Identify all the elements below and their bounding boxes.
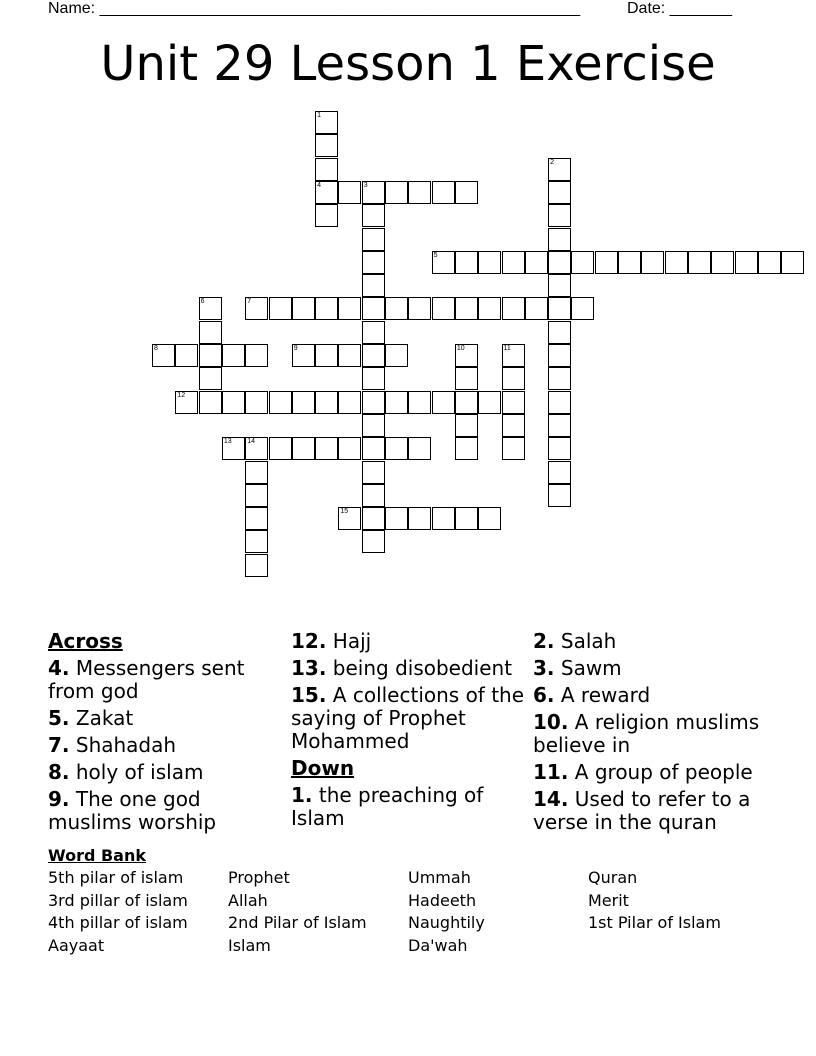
cell-number: 2 <box>550 158 554 166</box>
crossword-cell[interactable] <box>408 181 431 204</box>
down-clue <box>533 761 768 784</box>
crossword-cell[interactable] <box>455 507 478 530</box>
crossword-cell[interactable] <box>199 391 222 414</box>
across-clue <box>48 657 283 703</box>
clue-text: A religion muslims believe in <box>533 710 760 757</box>
crossword-cell[interactable] <box>548 414 571 437</box>
crossword-cell[interactable] <box>385 344 408 367</box>
word-bank-item: 4th pillar of islam <box>48 913 188 932</box>
crossword-cell[interactable] <box>245 554 268 577</box>
clue-text: holy of islam <box>75 760 204 784</box>
across-heading: Across <box>48 629 123 653</box>
cell-number: 11 <box>503 345 511 352</box>
cell-number: 1 <box>317 112 321 119</box>
crossword-cell[interactable] <box>338 181 361 204</box>
crossword-cell[interactable] <box>175 344 198 367</box>
crossword-cell[interactable] <box>362 181 385 204</box>
crossword-cell[interactable] <box>548 484 571 507</box>
word-bank-item: Hadeeth <box>408 890 477 910</box>
crossword-cell[interactable] <box>245 391 268 414</box>
crossword-cell[interactable] <box>455 251 478 274</box>
crossword-cell[interactable] <box>758 251 781 274</box>
crossword-cell[interactable] <box>362 530 385 553</box>
crossword-cell[interactable] <box>245 461 268 484</box>
across-clue <box>48 734 283 757</box>
crossword-cell[interactable] <box>455 391 478 414</box>
crossword-cell[interactable] <box>502 414 525 437</box>
crossword-cell[interactable] <box>502 391 525 414</box>
header-line <box>48 0 748 20</box>
crossword-cell[interactable] <box>432 507 455 530</box>
crossword-cell[interactable] <box>245 437 268 460</box>
clue-number: 12. <box>291 629 327 653</box>
crossword-cell[interactable] <box>478 391 501 414</box>
word-bank-item: Aayaat <box>48 935 105 955</box>
crossword-cell[interactable] <box>525 297 548 320</box>
across-clue <box>291 630 526 653</box>
word-bank-item: Quran <box>588 868 638 887</box>
crossword-cell[interactable] <box>315 437 338 460</box>
crossword-cell[interactable] <box>362 251 385 274</box>
crossword-cell[interactable] <box>269 391 292 414</box>
crossword-cell[interactable] <box>478 507 501 530</box>
clue-number: 1. <box>291 783 313 807</box>
crossword-cell[interactable] <box>362 344 385 367</box>
cell-number: 14 <box>247 438 255 446</box>
crossword-cell[interactable] <box>362 204 385 227</box>
crossword-cell[interactable] <box>455 437 478 460</box>
crossword-cell[interactable] <box>641 251 664 274</box>
clue-text: Salah <box>560 629 617 653</box>
crossword-cell[interactable] <box>548 181 571 204</box>
clue-number: 15. <box>291 683 327 707</box>
crossword-cell[interactable] <box>502 437 525 460</box>
clue-text: Hajj <box>332 629 372 653</box>
cell-number: 8 <box>154 345 158 352</box>
crossword-cell[interactable] <box>781 251 804 274</box>
crossword-cell[interactable] <box>199 344 222 367</box>
crossword-cell[interactable] <box>548 321 571 344</box>
crossword-cell[interactable] <box>292 437 315 460</box>
crossword-cell[interactable] <box>385 437 408 460</box>
crossword-cell[interactable] <box>525 251 548 274</box>
crossword-cell[interactable] <box>688 251 711 274</box>
crossword-cell[interactable] <box>548 367 571 390</box>
crossword-cell[interactable] <box>315 344 338 367</box>
crossword-cell[interactable] <box>618 251 641 274</box>
down-clue <box>533 657 768 680</box>
crossword-cell[interactable] <box>315 181 338 204</box>
clue-number: 8. <box>48 760 70 784</box>
crossword-cell[interactable] <box>432 181 455 204</box>
crossword-cell[interactable] <box>315 134 338 157</box>
cell-number: 10 <box>456 345 465 352</box>
crossword-cell[interactable] <box>199 297 222 320</box>
across-clue <box>48 707 283 730</box>
clue-text: The one god muslims worship <box>48 787 217 834</box>
down-clue <box>533 684 768 707</box>
crossword-cell[interactable] <box>315 158 338 181</box>
crossword-cell[interactable] <box>338 344 361 367</box>
cell-number: 6 <box>200 298 205 306</box>
crossword-cell[interactable] <box>571 297 594 320</box>
clue-text: Sawm <box>560 656 622 680</box>
page-title: Unit 29 Lesson 1 Exercise <box>100 36 716 92</box>
crossword-cell[interactable] <box>362 274 385 297</box>
crossword-cell[interactable] <box>571 251 594 274</box>
crossword-cell[interactable] <box>362 437 385 460</box>
crossword-cell[interactable] <box>292 344 315 367</box>
crossword-cell[interactable] <box>199 321 222 344</box>
crossword-cell[interactable] <box>269 297 292 320</box>
crossword-cell[interactable] <box>362 321 385 344</box>
crossword-cell[interactable] <box>362 484 385 507</box>
word-bank-item: 1st Pilar of Islam <box>588 913 721 932</box>
crossword-cell[interactable] <box>362 391 385 414</box>
clue-number: 10. <box>533 710 569 734</box>
crossword-cell[interactable] <box>735 251 758 274</box>
crossword-cell[interactable] <box>432 251 455 274</box>
clue-number: 6. <box>533 683 555 707</box>
word-bank-title: Word Bank <box>48 846 147 865</box>
crossword-cell[interactable] <box>222 391 245 414</box>
crossword-cell[interactable] <box>245 530 268 553</box>
down-clue <box>533 630 768 653</box>
crossword-cell[interactable] <box>548 228 571 251</box>
down-clue <box>533 711 768 757</box>
crossword-cell[interactable] <box>595 251 618 274</box>
crossword-cell[interactable] <box>455 414 478 437</box>
across-clue <box>48 761 283 784</box>
crossword-cell[interactable] <box>408 297 431 320</box>
across-clue <box>291 684 526 753</box>
crossword-cell[interactable] <box>315 391 338 414</box>
crossword-cell[interactable] <box>269 437 292 460</box>
crossword-cell[interactable] <box>455 367 478 390</box>
clue-number: 11. <box>533 760 569 784</box>
crossword-cell[interactable] <box>478 297 501 320</box>
crossword-cell[interactable] <box>548 344 571 367</box>
crossword-cell[interactable] <box>548 158 571 181</box>
crossword-cell[interactable] <box>665 251 688 274</box>
crossword-cell[interactable] <box>548 437 571 460</box>
crossword-cell[interactable] <box>292 297 315 320</box>
word-bank-item: Ummah <box>408 868 471 887</box>
word-bank-item: Prophet <box>228 868 290 887</box>
crossword-cell[interactable] <box>548 251 571 274</box>
word-bank-item: Naughtily <box>408 913 485 932</box>
crossword-cell[interactable] <box>152 344 175 367</box>
crossword-cell[interactable] <box>175 391 198 414</box>
down-clue <box>533 788 768 834</box>
crossword-cell[interactable] <box>385 181 408 204</box>
crossword-cell[interactable] <box>408 507 431 530</box>
cell-number: 5 <box>433 251 438 259</box>
clue-number: 4. <box>48 656 70 680</box>
crossword-cell[interactable] <box>338 507 361 530</box>
clue-text: A collections of the saying of Prophet Mohammed <box>291 683 525 753</box>
crossword-cell[interactable] <box>362 228 385 251</box>
crossword-cell[interactable] <box>432 297 455 320</box>
crossword-cell[interactable] <box>222 344 245 367</box>
word-bank-item: 3rd pillar of islam <box>48 890 188 910</box>
down-heading: Down <box>291 756 355 780</box>
crossword-cell[interactable] <box>455 297 478 320</box>
crossword-cell[interactable] <box>362 414 385 437</box>
crossword-cell[interactable] <box>385 297 408 320</box>
clue-text: Used to refer to a verse in the quran <box>533 787 751 834</box>
clue-number: 14. <box>533 787 569 811</box>
cell-number: 3 <box>363 181 368 189</box>
cell-number: 4 <box>317 181 321 189</box>
crossword-cell[interactable] <box>432 391 455 414</box>
cell-number: 9 <box>293 345 298 352</box>
crossword-cell[interactable] <box>315 297 338 320</box>
crossword-cell[interactable] <box>548 204 571 227</box>
word-bank-item: Da'wah <box>408 935 468 955</box>
clues-column-3 <box>533 630 768 838</box>
clue-number: 13. <box>291 656 327 680</box>
crossword-cell[interactable] <box>315 204 338 227</box>
crossword-cell[interactable] <box>199 367 222 390</box>
clue-number: 7. <box>48 733 70 757</box>
crossword-cell[interactable] <box>502 344 525 367</box>
crossword-cell[interactable] <box>362 297 385 320</box>
crossword-cell[interactable] <box>245 507 268 530</box>
word-bank-item: 5th pilar of islam <box>48 868 184 887</box>
crossword-cell[interactable] <box>711 251 734 274</box>
crossword-cell[interactable] <box>502 297 525 320</box>
crossword-cell[interactable] <box>292 391 315 414</box>
crossword-cell[interactable] <box>548 461 571 484</box>
word-bank-item: Allah <box>228 890 268 910</box>
cell-number: 13 <box>223 438 232 446</box>
across-clue <box>48 788 283 834</box>
crossword-cell[interactable] <box>245 344 268 367</box>
crossword-cell[interactable] <box>338 391 361 414</box>
clue-text: the preaching of Islam <box>291 783 484 830</box>
crossword-cell[interactable] <box>455 181 478 204</box>
clue-number: 2. <box>533 629 555 653</box>
crossword-cell[interactable] <box>245 297 268 320</box>
word-bank-item: Merit <box>588 890 629 910</box>
clue-text: Shahadah <box>75 733 177 757</box>
crossword-cell[interactable] <box>548 274 571 297</box>
cell-number: 12 <box>177 391 186 399</box>
across-clue <box>291 657 526 680</box>
crossword-cell[interactable] <box>362 507 385 530</box>
crossword-cell[interactable] <box>385 391 408 414</box>
name-label: Name: ______________________________________________________ <box>48 0 581 17</box>
clue-text: Messengers sent from god <box>48 656 245 703</box>
crossword-cell[interactable] <box>338 437 361 460</box>
crossword-cell[interactable] <box>478 251 501 274</box>
crossword-cell[interactable] <box>245 484 268 507</box>
clue-number: 9. <box>48 787 70 811</box>
date-label: Date: _______ <box>627 0 732 17</box>
crossword-cell[interactable] <box>315 111 338 134</box>
crossword-cell[interactable] <box>408 437 431 460</box>
clue-text: Zakat <box>75 706 134 730</box>
cell-number: 15 <box>340 508 349 516</box>
down-clue <box>291 784 526 830</box>
clues-column-2 <box>291 630 526 834</box>
crossword-cell[interactable] <box>408 391 431 414</box>
crossword-cell[interactable] <box>362 461 385 484</box>
crossword-cell[interactable] <box>502 367 525 390</box>
clue-number: 5. <box>48 706 70 730</box>
crossword-cell[interactable] <box>502 251 525 274</box>
crossword-cell[interactable] <box>222 437 245 460</box>
crossword-cell[interactable] <box>455 344 478 367</box>
clue-text: A reward <box>560 683 651 707</box>
clue-text: A group of people <box>574 760 753 784</box>
crossword-cell[interactable] <box>362 367 385 390</box>
word-bank-item: Islam <box>228 935 271 955</box>
crossword-cell[interactable] <box>385 507 408 530</box>
clue-text: being disobedient <box>332 656 513 680</box>
clue-number: 3. <box>533 656 555 680</box>
crossword-cell[interactable] <box>548 391 571 414</box>
word-bank-item: 2nd Pilar of Islam <box>228 913 367 932</box>
crossword-cell[interactable] <box>338 297 361 320</box>
clues-column-1 <box>48 630 283 838</box>
crossword-cell[interactable] <box>548 297 571 320</box>
cell-number: 7 <box>247 298 252 306</box>
